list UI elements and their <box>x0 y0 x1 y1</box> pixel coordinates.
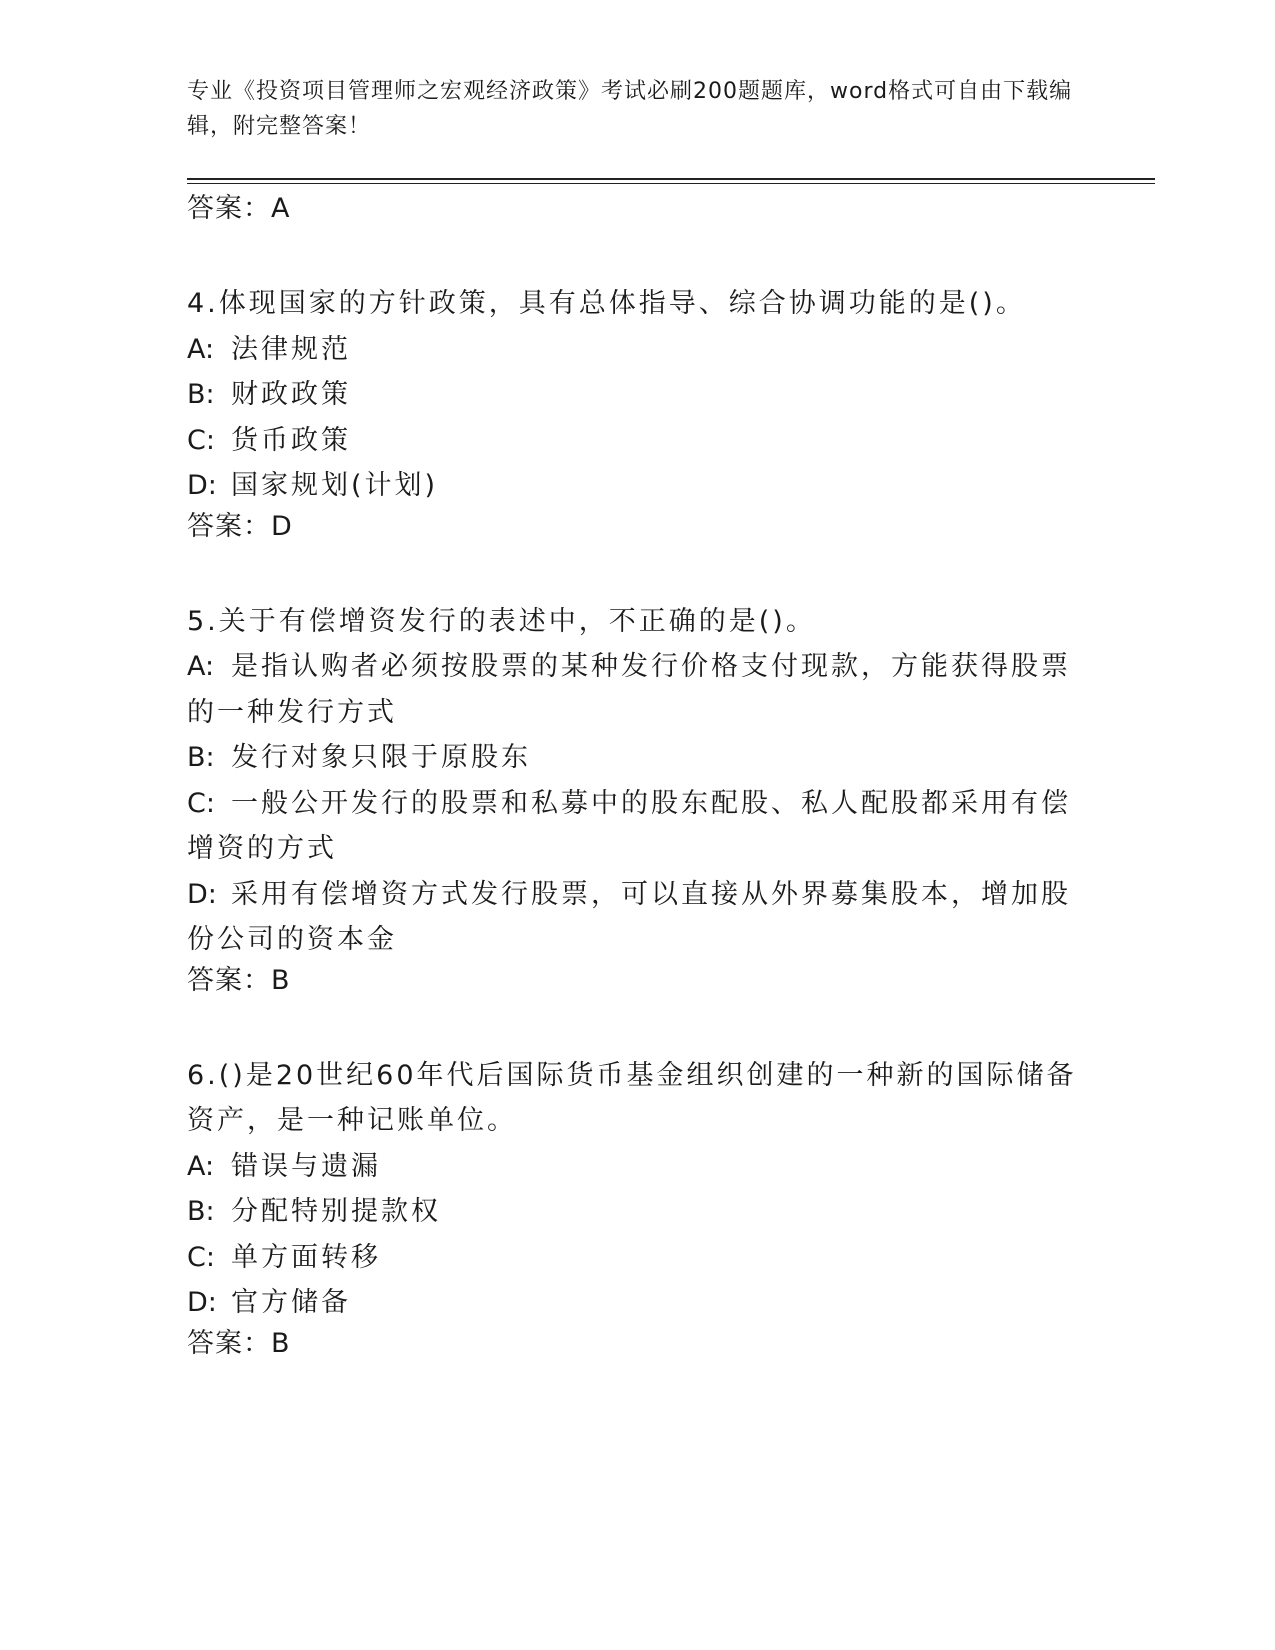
option-letter: A: <box>187 1150 215 1182</box>
option-a <box>187 644 1087 735</box>
option-text: 财政政策 <box>231 379 351 410</box>
question-stem: 4.体现国家的方针政策，具有总体指导、综合协调功能的是()。 <box>187 288 1026 319</box>
header-divider-thick <box>187 178 1155 180</box>
option-letter: C: <box>187 424 215 456</box>
option-b <box>187 1189 1087 1235</box>
option-a <box>187 1144 1087 1190</box>
option-text: 是指认购者必须按股票的某种发行价格支付现款，方能获得股票的一种发行方式 <box>187 651 1071 728</box>
option-c <box>187 1235 1087 1281</box>
option-text: 官方储备 <box>231 1287 351 1318</box>
answer-line: 答案：D <box>187 510 293 542</box>
header-divider-thin <box>187 183 1155 184</box>
option-d <box>187 1280 1087 1326</box>
option-letter: C: <box>187 787 215 819</box>
answer-line: 答案：B <box>187 1327 291 1359</box>
option-text: 分配特别提款权 <box>231 1196 441 1227</box>
option-letter: B: <box>187 1196 215 1227</box>
option-d <box>187 872 1087 963</box>
question-item <box>187 599 1087 999</box>
option-letter: B: <box>187 742 215 773</box>
option-a <box>187 327 1087 373</box>
option-text: 国家规划(计划) <box>231 470 439 501</box>
question-item <box>187 281 1087 545</box>
answer-line: 答案：A <box>187 193 291 224</box>
document-header: 专业《投资项目管理师之宏观经济政策》考试必刷200题题库，word格式可自由下载编辑，附完整答案！ <box>187 79 1073 139</box>
option-b <box>187 735 1087 781</box>
option-text: 单方面转移 <box>231 1241 381 1273</box>
answer-line: 答案：B <box>187 964 291 996</box>
question-stem: 5.关于有偿增资发行的表述中，不正确的是()。 <box>187 605 816 637</box>
option-letter: D: <box>187 1287 217 1318</box>
option-c <box>187 781 1087 872</box>
option-d <box>187 463 1087 509</box>
option-text: 错误与遗漏 <box>231 1150 381 1182</box>
option-text: 一般公开发行的股票和私募中的股东配股、私人配股都采用有偿增资的方式 <box>187 787 1071 864</box>
option-letter: A: <box>187 651 215 682</box>
option-letter: B: <box>187 379 215 410</box>
option-letter: C: <box>187 1241 215 1273</box>
option-text: 法律规范 <box>231 333 351 365</box>
option-letter: D: <box>187 470 217 501</box>
question-list <box>187 191 1087 1362</box>
option-text: 发行对象只限于原股东 <box>231 742 531 773</box>
option-b <box>187 372 1087 418</box>
option-text: 货币政策 <box>231 424 351 456</box>
option-c <box>187 418 1087 464</box>
option-text: 采用有偿增资方式发行股票，可以直接从外界募集股本，增加股份公司的资本金 <box>187 878 1071 955</box>
question-stem: 6.()是20世纪60年代后国际货币基金组织创建的一种新的国际储备资产，是一种记账单位。 <box>187 1059 1077 1136</box>
option-letter: D: <box>187 878 217 910</box>
option-letter: A: <box>187 333 215 365</box>
question-item <box>187 1053 1087 1362</box>
